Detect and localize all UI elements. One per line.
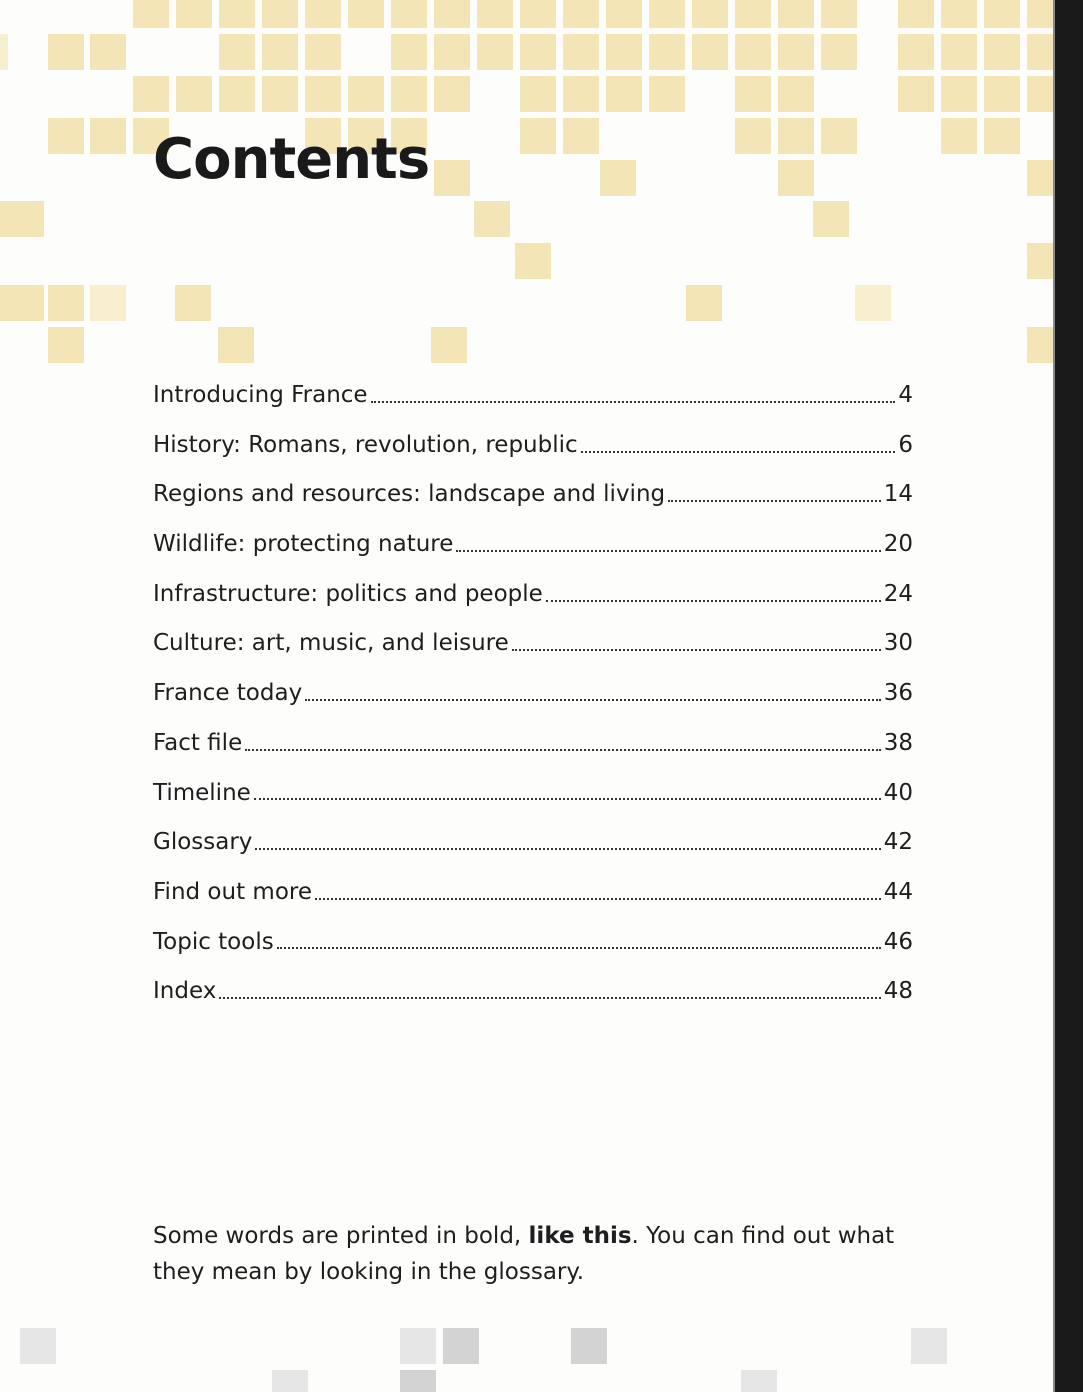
table-of-contents <box>153 371 913 1017</box>
toc-entry-page-number: 38 <box>883 729 913 756</box>
toc-entry <box>153 669 913 719</box>
toc-entry <box>153 371 913 421</box>
toc-entry-title: Introducing France <box>153 382 368 408</box>
toc-entry-page-number: 24 <box>883 580 913 607</box>
toc-entry-title: Topic tools <box>153 928 274 955</box>
toc-entry-title: Regions and resources: landscape and living <box>153 481 666 508</box>
toc-entry <box>153 769 913 819</box>
dot-leader <box>255 848 880 850</box>
dot-leader <box>219 997 880 999</box>
toc-entry <box>153 619 913 669</box>
toc-entry-title: Glossary <box>153 829 253 856</box>
toc-entry <box>153 421 913 471</box>
toc-entry-page-number: 46 <box>883 928 913 955</box>
toc-entry <box>153 818 913 868</box>
toc-entry <box>153 918 913 968</box>
dot-leader <box>546 600 881 602</box>
page-title: Contents <box>153 127 430 192</box>
note-bold-example: like this <box>528 1223 632 1249</box>
toc-entry-page-number: 20 <box>883 531 913 558</box>
toc-entry-page-number: 14 <box>883 481 913 508</box>
toc-entry-title: Find out more <box>153 878 312 905</box>
toc-entry-page-number: 36 <box>883 680 913 707</box>
toc-entry-title: History: Romans, revolution, republic <box>153 431 578 458</box>
toc-entry <box>153 719 913 769</box>
dot-leader <box>512 649 881 651</box>
toc-entry-title: Index <box>153 978 217 1005</box>
note-text-before: Some words are printed in bold, <box>153 1223 529 1249</box>
toc-entry <box>153 967 913 1017</box>
toc-entry-title: Wildlife: protecting nature <box>153 531 454 558</box>
toc-entry <box>153 520 913 570</box>
toc-entry <box>153 868 913 918</box>
toc-entry-title: France today <box>153 680 303 707</box>
toc-entry-title: Culture: art, music, and leisure <box>153 630 509 657</box>
dot-leader <box>305 699 881 701</box>
toc-entry <box>153 470 913 520</box>
scan-background-edge <box>1055 0 1083 1392</box>
dot-leader <box>245 749 881 751</box>
dot-leader <box>581 451 896 453</box>
dot-leader <box>254 798 881 800</box>
toc-entry-title: Fact file <box>153 729 243 756</box>
toc-entry <box>153 570 913 620</box>
note-text-after: . You can find out what they mean by looking in the glossary. <box>153 1223 895 1285</box>
toc-entry-page-number: 42 <box>883 829 913 856</box>
toc-entry-page-number: 48 <box>883 978 913 1005</box>
dot-leader <box>277 947 881 949</box>
dot-leader <box>668 500 881 502</box>
toc-entry-title: Infrastructure: politics and people <box>153 580 543 607</box>
toc-entry-page-number: 6 <box>898 431 913 458</box>
glossary-note <box>153 1218 913 1290</box>
dot-leader <box>371 401 896 403</box>
toc-entry-page-number: 30 <box>883 630 913 657</box>
toc-entry-page-number: 44 <box>883 878 913 905</box>
dot-leader <box>315 898 881 900</box>
dot-leader <box>456 550 880 552</box>
toc-entry-page-number: 4 <box>898 382 913 408</box>
toc-entry-title: Timeline <box>153 779 251 806</box>
toc-entry-page-number: 40 <box>883 779 913 806</box>
